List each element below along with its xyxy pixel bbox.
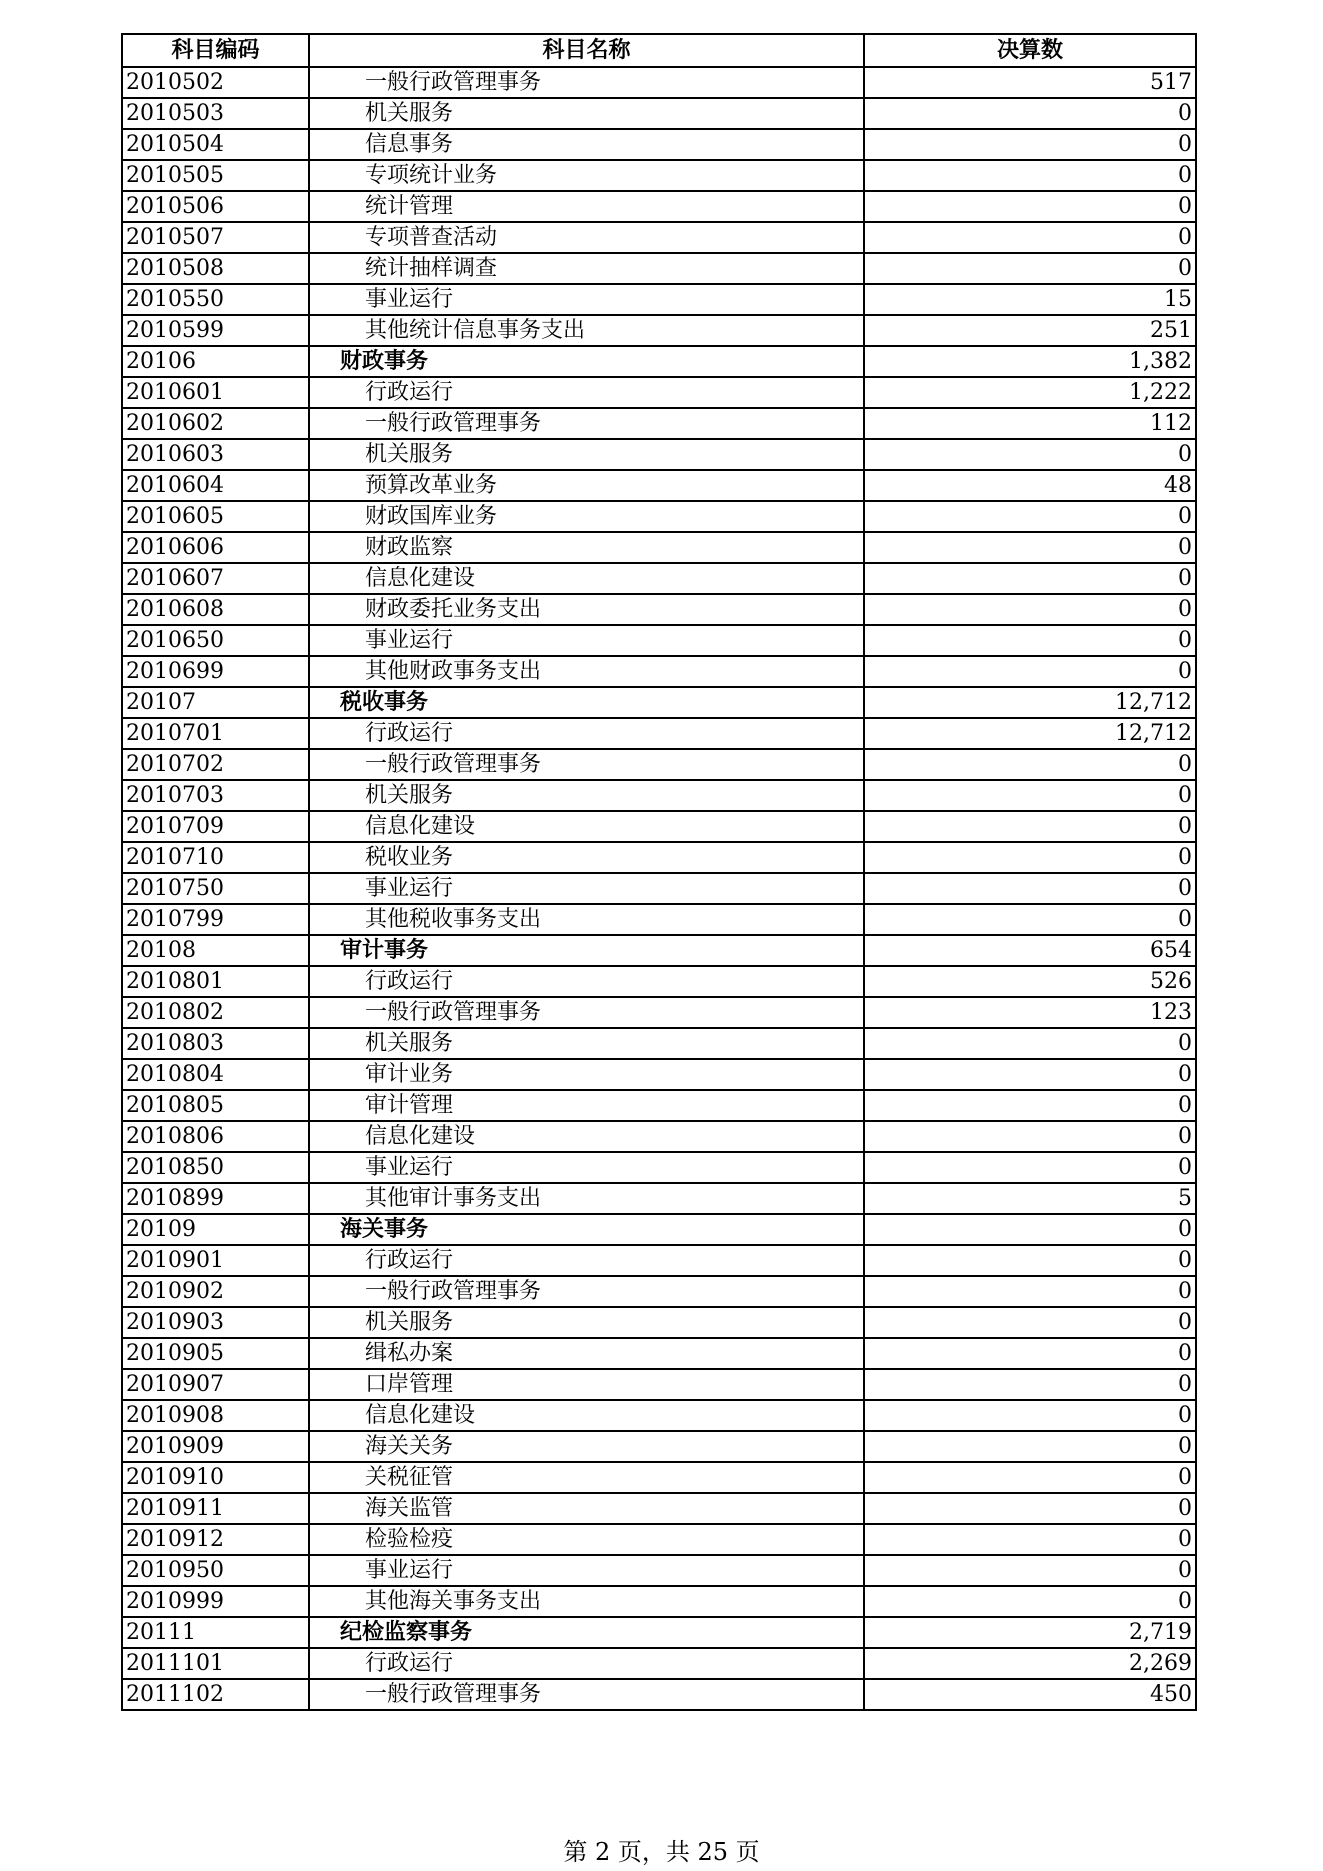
table-row [122,1245,1196,1276]
cell-amount: 0 [864,1338,1196,1369]
cell-amount: 0 [864,873,1196,904]
table-row [122,129,1196,160]
cell-code: 2010599 [122,315,309,346]
cell-name: 专项统计业务 [309,160,864,191]
cell-name: 事业运行 [309,284,864,315]
cell-name: 预算改革业务 [309,470,864,501]
table-row [122,346,1196,377]
cell-name: 财政监察 [309,532,864,563]
cell-amount: 0 [864,625,1196,656]
table-row [122,501,1196,532]
cell-code: 2010902 [122,1276,309,1307]
table-row [122,687,1196,718]
cell-name: 机关服务 [309,439,864,470]
table-row [122,935,1196,966]
table-row [122,160,1196,191]
cell-name: 财政事务 [309,346,864,377]
cell-amount: 0 [864,1462,1196,1493]
cell-amount: 0 [864,1555,1196,1586]
table-row [122,718,1196,749]
cell-amount: 0 [864,1431,1196,1462]
cell-name: 信息化建设 [309,1400,864,1431]
cell-name: 其他审计事务支出 [309,1183,864,1214]
cell-code: 2010550 [122,284,309,315]
cell-name: 一般行政管理事务 [309,408,864,439]
cell-name: 信息化建设 [309,811,864,842]
table-row [122,253,1196,284]
table-row [122,1648,1196,1679]
table-row [122,1400,1196,1431]
cell-amount: 0 [864,1059,1196,1090]
cell-code: 2010911 [122,1493,309,1524]
cell-name: 行政运行 [309,966,864,997]
cell-name: 检验检疫 [309,1524,864,1555]
cell-code: 2010905 [122,1338,309,1369]
cell-code: 2010508 [122,253,309,284]
cell-amount: 15 [864,284,1196,315]
table-row [122,284,1196,315]
table-row [122,1121,1196,1152]
table-row [122,1338,1196,1369]
cell-code: 2010901 [122,1245,309,1276]
table-row [122,1679,1196,1710]
cell-name: 审计业务 [309,1059,864,1090]
cell-name: 一般行政管理事务 [309,1679,864,1710]
cell-amount: 0 [864,594,1196,625]
table-row [122,811,1196,842]
cell-code: 2010602 [122,408,309,439]
table-row [122,98,1196,129]
cell-amount: 12,712 [864,687,1196,718]
cell-amount: 0 [864,1586,1196,1617]
cell-name: 审计管理 [309,1090,864,1121]
table-row [122,1524,1196,1555]
cell-amount: 12,712 [864,718,1196,749]
cell-name: 统计管理 [309,191,864,222]
cell-name: 行政运行 [309,718,864,749]
cell-amount: 0 [864,501,1196,532]
table-row [122,1152,1196,1183]
cell-code: 2010502 [122,67,309,98]
cell-code: 2010912 [122,1524,309,1555]
cell-name: 财政国库业务 [309,501,864,532]
cell-amount: 0 [864,129,1196,160]
table-row [122,656,1196,687]
cell-code: 20108 [122,935,309,966]
cell-code: 2010504 [122,129,309,160]
cell-code: 2010606 [122,532,309,563]
cell-amount: 0 [864,1369,1196,1400]
cell-amount: 0 [864,811,1196,842]
budget-table-container [121,33,1195,1711]
cell-amount: 0 [864,1400,1196,1431]
cell-code: 2010909 [122,1431,309,1462]
table-row [122,1214,1196,1245]
cell-amount: 0 [864,1090,1196,1121]
cell-name: 机关服务 [309,98,864,129]
cell-amount: 123 [864,997,1196,1028]
cell-name: 一般行政管理事务 [309,997,864,1028]
table-row [122,780,1196,811]
cell-amount: 0 [864,1152,1196,1183]
cell-code: 2011101 [122,1648,309,1679]
header-code: 科目编码 [122,34,309,67]
cell-code: 2010701 [122,718,309,749]
cell-name: 海关监管 [309,1493,864,1524]
cell-code: 2010899 [122,1183,309,1214]
table-row [122,873,1196,904]
cell-amount: 0 [864,1214,1196,1245]
cell-amount: 0 [864,191,1196,222]
cell-amount: 0 [864,532,1196,563]
table-row [122,470,1196,501]
table-row [122,594,1196,625]
cell-name: 其他统计信息事务支出 [309,315,864,346]
cell-code: 2010607 [122,563,309,594]
cell-amount: 5 [864,1183,1196,1214]
cell-amount: 0 [864,1028,1196,1059]
cell-code: 2010850 [122,1152,309,1183]
cell-code: 2010750 [122,873,309,904]
cell-code: 2010806 [122,1121,309,1152]
cell-code: 2010910 [122,1462,309,1493]
cell-amount: 112 [864,408,1196,439]
table-row [122,222,1196,253]
cell-amount: 0 [864,749,1196,780]
cell-name: 税收业务 [309,842,864,873]
cell-code: 2010804 [122,1059,309,1090]
cell-code: 20111 [122,1617,309,1648]
cell-name: 事业运行 [309,1152,864,1183]
cell-name: 审计事务 [309,935,864,966]
cell-amount: 0 [864,563,1196,594]
cell-name: 专项普查活动 [309,222,864,253]
cell-name: 事业运行 [309,625,864,656]
table-row [122,191,1196,222]
cell-name: 其他税收事务支出 [309,904,864,935]
cell-code: 2010699 [122,656,309,687]
table-row [122,904,1196,935]
cell-code: 2010703 [122,780,309,811]
cell-name: 财政委托业务支出 [309,594,864,625]
table-row [122,67,1196,98]
cell-code: 2010803 [122,1028,309,1059]
cell-name: 机关服务 [309,1307,864,1338]
cell-name: 事业运行 [309,1555,864,1586]
cell-code: 2010709 [122,811,309,842]
table-row [122,408,1196,439]
cell-amount: 0 [864,439,1196,470]
cell-amount: 48 [864,470,1196,501]
cell-code: 2010805 [122,1090,309,1121]
cell-name: 行政运行 [309,377,864,408]
cell-name: 机关服务 [309,780,864,811]
cell-amount: 517 [864,67,1196,98]
cell-code: 2010603 [122,439,309,470]
cell-code: 2010507 [122,222,309,253]
cell-name: 信息化建设 [309,1121,864,1152]
cell-name: 行政运行 [309,1245,864,1276]
cell-amount: 0 [864,1276,1196,1307]
table-row [122,377,1196,408]
table-row [122,966,1196,997]
cell-code: 2010605 [122,501,309,532]
table-row [122,563,1196,594]
cell-name: 一般行政管理事务 [309,67,864,98]
cell-code: 2010801 [122,966,309,997]
table-row [122,1307,1196,1338]
cell-code: 2010908 [122,1400,309,1431]
cell-amount: 0 [864,1524,1196,1555]
table-row [122,1059,1196,1090]
cell-code: 20109 [122,1214,309,1245]
cell-name: 纪检监察事务 [309,1617,864,1648]
cell-name: 其他海关事务支出 [309,1586,864,1617]
cell-code: 2010950 [122,1555,309,1586]
cell-code: 2010505 [122,160,309,191]
table-row [122,1028,1196,1059]
cell-amount: 0 [864,1121,1196,1152]
table-row [122,1431,1196,1462]
cell-name: 统计抽样调查 [309,253,864,284]
cell-name: 税收事务 [309,687,864,718]
cell-code: 2010799 [122,904,309,935]
table-row [122,315,1196,346]
table-body [122,67,1196,1710]
header-name: 科目名称 [309,34,864,67]
table-row [122,1617,1196,1648]
cell-amount: 1,222 [864,377,1196,408]
table-row [122,1462,1196,1493]
cell-name: 一般行政管理事务 [309,1276,864,1307]
table-row [122,749,1196,780]
cell-amount: 0 [864,904,1196,935]
cell-amount: 2,719 [864,1617,1196,1648]
cell-code: 2010650 [122,625,309,656]
page-footer: 第 2 页，共 25 页 [563,1838,760,1866]
cell-amount: 0 [864,1493,1196,1524]
cell-code: 2010999 [122,1586,309,1617]
cell-name: 口岸管理 [309,1369,864,1400]
cell-amount: 0 [864,160,1196,191]
table-row [122,1276,1196,1307]
cell-amount: 1,382 [864,346,1196,377]
cell-amount: 0 [864,98,1196,129]
table-row [122,1369,1196,1400]
cell-amount: 0 [864,656,1196,687]
cell-code: 2010710 [122,842,309,873]
cell-name: 缉私办案 [309,1338,864,1369]
cell-code: 2010506 [122,191,309,222]
cell-code: 2010702 [122,749,309,780]
table-row [122,997,1196,1028]
cell-code: 20106 [122,346,309,377]
table-row [122,1090,1196,1121]
cell-name: 机关服务 [309,1028,864,1059]
cell-amount: 0 [864,222,1196,253]
table-row [122,842,1196,873]
cell-code: 2010604 [122,470,309,501]
budget-table [121,33,1197,1711]
cell-amount: 450 [864,1679,1196,1710]
cell-amount: 251 [864,315,1196,346]
cell-code: 20107 [122,687,309,718]
table-row [122,1586,1196,1617]
cell-amount: 0 [864,253,1196,284]
table-header-row [122,34,1196,67]
header-amount: 决算数 [864,34,1196,67]
cell-name: 其他财政事务支出 [309,656,864,687]
table-row [122,1493,1196,1524]
table-row [122,532,1196,563]
cell-name: 信息化建设 [309,563,864,594]
cell-amount: 0 [864,1307,1196,1338]
cell-amount: 2,269 [864,1648,1196,1679]
table-row [122,625,1196,656]
cell-amount: 0 [864,842,1196,873]
cell-amount: 0 [864,780,1196,811]
cell-code: 2010907 [122,1369,309,1400]
cell-code: 2010608 [122,594,309,625]
cell-amount: 654 [864,935,1196,966]
cell-name: 一般行政管理事务 [309,749,864,780]
cell-code: 2011102 [122,1679,309,1710]
cell-code: 2010601 [122,377,309,408]
cell-name: 关税征管 [309,1462,864,1493]
cell-amount: 526 [864,966,1196,997]
cell-code: 2010503 [122,98,309,129]
cell-name: 事业运行 [309,873,864,904]
cell-name: 海关关务 [309,1431,864,1462]
cell-name: 海关事务 [309,1214,864,1245]
cell-name: 信息事务 [309,129,864,160]
cell-name: 行政运行 [309,1648,864,1679]
cell-code: 2010802 [122,997,309,1028]
table-row [122,1555,1196,1586]
table-row [122,439,1196,470]
cell-code: 2010903 [122,1307,309,1338]
table-row [122,1183,1196,1214]
cell-amount: 0 [864,1245,1196,1276]
